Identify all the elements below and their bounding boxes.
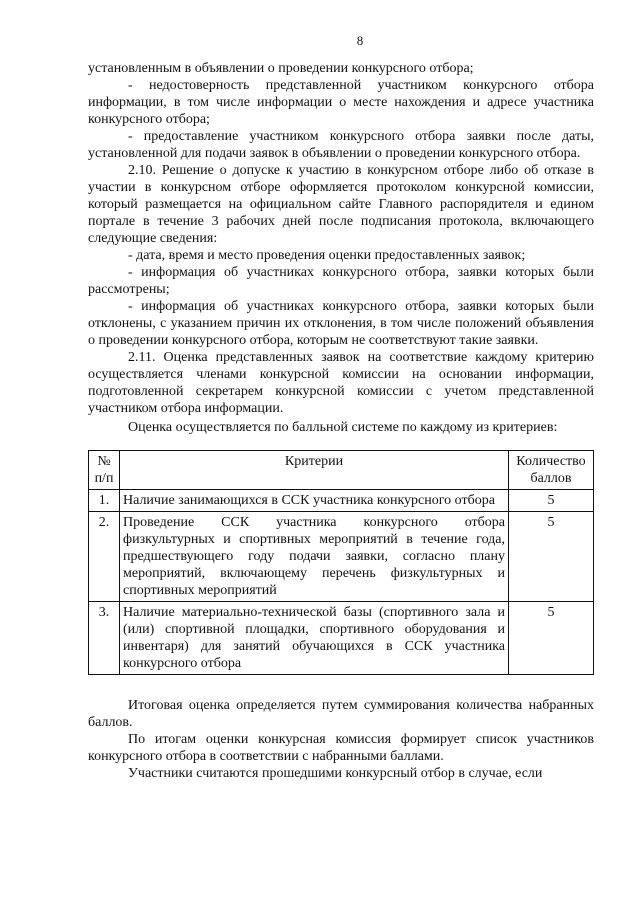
paragraph: Итоговая оценка определяется путем суммирования количества набранных баллов.: [88, 698, 594, 730]
paragraph: 2.10. Решение о допуске к участию в конкурсном отборе либо об отказе в участии в конкурсном отборе оформляется протоколом конкурсной комиссии, который размещается на официальном сайте Главного распорядителя и едином портале в течение 3 рабочих дней после подписания протокола, включающего следующие сведения:: [88, 163, 594, 246]
row-criterion: Наличие материально-технической базы (спортивного зала и (или) спортивной площадки, спортивного оборудования и инвентаря) для занятий обучающихся в ССК участника конкурсного отбора: [120, 602, 509, 675]
row-points: 5: [509, 490, 594, 512]
row-number: 1.: [89, 490, 120, 512]
table-row: [89, 490, 594, 512]
column-header-points: Количество баллов: [509, 451, 594, 490]
row-number: 2.: [89, 512, 120, 602]
row-criterion: Наличие занимающихся в ССК участника конкурсного отбора: [120, 490, 509, 512]
row-number: 3.: [89, 602, 120, 675]
table-row: [89, 512, 594, 602]
paragraph: - информация об участниках конкурсного отбора, заявки которых были рассмотрены;: [88, 265, 594, 297]
paragraph: установленным в объявлении о проведении конкурсного отбора;: [88, 61, 474, 76]
table-row: [89, 602, 594, 675]
paragraph: - информация об участниках конкурсного отбора, заявки которых были отклонены, с указанием причин их отклонения, в том числе положений объявления о проведении конкурсного отбора, которым не соответствуют такие заявки.: [88, 299, 594, 348]
paragraph: 2.11. Оценка представленных заявок на соответствие каждому критерию осуществляется членами конкурсной комиссии на основании информации, подготовленной секретарем конкурсной комиссии с учетом представленной участником отбора информации.: [88, 350, 594, 416]
table-header-row: [89, 451, 594, 490]
paragraph: Оценка осуществляется по балльной системе по каждому из критериев:: [128, 420, 558, 435]
page-number: 8: [356, 33, 364, 48]
row-criterion: Проведение ССК участника конкурсного отбора физкультурных и спортивных мероприятий в течение года, предшествующего году подачи заявки, согласно плану мероприятий, включающему перечень физкультурных и спортивных мероприятий: [120, 512, 509, 602]
paragraph: - дата, время и место проведения оценки предоставленных заявок;: [128, 248, 526, 263]
paragraph: По итогам оценки конкурсная комиссия формирует список участников конкурсного отбора в соответствии с набранными баллами.: [88, 732, 594, 764]
paragraph: - предоставление участником конкурсного отбора заявки после даты, установленной для подачи заявок в объявлении о проведении конкурсного отбора.: [88, 129, 594, 161]
row-points: 5: [509, 602, 594, 675]
row-points: 5: [509, 512, 594, 602]
paragraph: Участники считаются прошедшими конкурсный отбор в случае, если: [128, 766, 543, 781]
document-body: [88, 60, 594, 782]
column-header-criteria: Критерии: [120, 451, 509, 490]
column-header-number: № п/п: [89, 451, 120, 490]
paragraph: - недостоверность представленной участником конкурсного отбора информации, в том числе информации о месте нахождения и адресе участника конкурсного отбора;: [88, 78, 594, 127]
criteria-table: [88, 450, 594, 675]
